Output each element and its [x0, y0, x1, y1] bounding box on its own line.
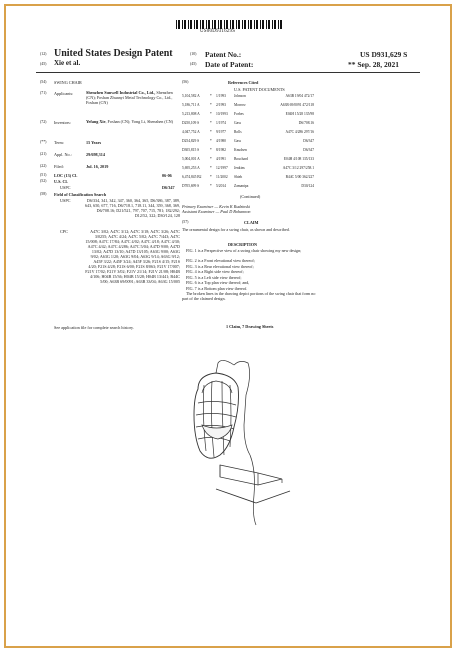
- field-52-value: D6/347: [162, 185, 175, 190]
- reference-date: 10/1993: [216, 112, 228, 116]
- references-code: (56): [182, 80, 189, 84]
- barcode-number: US00D931629S: [200, 29, 236, 34]
- field-52-sub: USPC: [60, 185, 71, 190]
- reference-name: Shieh: [234, 175, 243, 179]
- reference-name: Johnson: [234, 94, 246, 98]
- inventors-rest: , Foshan (CN); Yong Li, Shenzhen (CN): [105, 119, 174, 124]
- description-item: FIG. 1 is a Perspective view of a swing chair showing my new design;: [186, 248, 302, 253]
- description-item: FIG. 3 is a Rear elevational view thereof;: [186, 263, 254, 269]
- reference-star: *: [210, 166, 212, 170]
- reference-no: D705,699 S: [182, 184, 200, 188]
- field-51-value: 06-06: [162, 173, 172, 178]
- reference-date: 4/1991: [216, 157, 226, 161]
- field-term-label: Term:: [54, 140, 64, 145]
- code-12: (12): [40, 52, 47, 56]
- reference-date: 12/1997: [216, 166, 228, 170]
- reference-cls: E04H 4/108 135/133: [283, 157, 314, 161]
- code-45-left: (45): [40, 62, 47, 66]
- reference-date: 11/2002: [216, 175, 228, 179]
- description-item: The broken lines in the drawing depict portions of the swing chair that form no part of the claimed design.: [182, 291, 316, 301]
- description-item: FIG. 6 is a Top plan view thereof; and,: [186, 280, 250, 285]
- claim-code: (57): [182, 220, 189, 224]
- reference-date: 9/1977: [216, 130, 226, 134]
- field-72-label: Inventors:: [54, 120, 71, 125]
- reference-star: *: [210, 112, 212, 116]
- reference-name: Rolls: [234, 130, 242, 134]
- reference-date: 2/1993: [216, 103, 226, 107]
- primary-examiner: Primary Examiner — Kevin K Rudzinski: [182, 204, 251, 209]
- reference-name: Knudsen: [234, 148, 247, 152]
- reference-cls: D30/124: [301, 184, 314, 188]
- reference-star: *: [210, 103, 212, 107]
- field-54-code: (54): [40, 80, 47, 84]
- reference-star: *: [210, 130, 212, 134]
- field-58-label: Field of Classification Search: [54, 192, 107, 197]
- field-22-label: Filed:: [54, 164, 64, 169]
- field-term-code: (**): [40, 140, 47, 144]
- field-52-code: (52): [40, 179, 47, 183]
- field-72-value: [86, 120, 180, 125]
- uspc-text: D6/334, 341, 342, 347, 360, 364, 365, D6/386, 387, 389, 643, 650, 677, 716, D6/718.1, 718.11, 344, 359, 368, 369, D6/708.16; D21/521, 797, 707, 715, 781; 182/292; D12/52, 322; D30/124, 128: [84, 198, 180, 218]
- continued-note: (Continued): [240, 194, 261, 199]
- swing-chair-drawing: [160, 355, 300, 530]
- field-72-code: (72): [40, 120, 47, 124]
- header-rule: [36, 72, 420, 73]
- reference-star: *: [210, 121, 212, 125]
- patent-no-label: Patent No.:: [205, 50, 242, 59]
- description-title: DESCRIPTION: [228, 242, 258, 247]
- field-51-label: LOC (13) Cl.: [54, 173, 78, 178]
- claims-drawings-count: 1 Claim, 7 Drawing Sheets: [226, 324, 274, 329]
- reference-star: *: [210, 175, 212, 179]
- reference-name: Morrow: [234, 103, 246, 107]
- reference-star: *: [210, 139, 212, 143]
- description-item: FIG. 2 is a Front elevational view thereof;: [186, 258, 255, 263]
- field-51-code: (51): [40, 173, 47, 177]
- field-22-code: (22): [40, 164, 47, 168]
- reference-no: 5,004,001 A: [182, 157, 200, 161]
- field-21-value: 29/698,314: [86, 152, 105, 157]
- reference-cls: B44C 5/00 362/227: [285, 175, 314, 179]
- field-21-code: (21): [40, 152, 47, 156]
- references-title: References Cited: [228, 80, 259, 85]
- reference-date: 1/1974: [216, 121, 226, 125]
- reference-name: Bouchard: [234, 157, 248, 161]
- reference-no: 5,213,808 A: [182, 112, 200, 116]
- reference-star: *: [210, 157, 212, 161]
- code-45: (45): [190, 62, 197, 66]
- reference-date: 4/1980: [216, 139, 226, 143]
- field-54-value: SWING CHAIR: [54, 80, 82, 85]
- description-item: FIG. 4 is a Right side view thereof;: [186, 269, 244, 274]
- patent-no-value: US D931,629 S: [360, 50, 408, 59]
- description-item: FIG. 5 is a Left side view thereof;: [186, 274, 242, 280]
- reference-name: Gass: [234, 121, 241, 125]
- cpc-label: CPC: [60, 229, 68, 234]
- field-22-value: Jul. 16, 2019: [86, 164, 109, 169]
- reference-no: D250,109 S: [182, 121, 200, 125]
- applicant-name: Shenzhen Sunwell Industrial Co., Ltd.,: [86, 90, 157, 95]
- reference-cls: D6/347: [303, 139, 314, 143]
- reference-no: 6,474,845 B2: [182, 175, 202, 179]
- assistant-examiner: Assistant Examiner — Paul D Bohannon: [182, 209, 251, 214]
- reference-cls: A47C 4/286 297/16: [285, 130, 314, 134]
- reference-name: Gass: [234, 139, 241, 143]
- applicant-rest: Shenzhen (CN); Foshan Zhuanyi Metal Technology Co., Ltd., Foshan (CN): [86, 90, 173, 105]
- field-58-code: (58): [40, 192, 47, 196]
- reference-cls: E04H 15/28 135/98: [285, 112, 314, 116]
- reference-no: D254,829 S: [182, 139, 200, 143]
- reference-no: 5,695,253 A: [182, 166, 200, 170]
- cpc-text: A47C 3/02; A47C 3/12; A47C 3/18; A47C 3/26; A47C 3/0255; A47C 4/24; A47C 5/02; A47C 7/443; A47C 15/008; A47C 17/84; A47C 4/02; A47C 4/18; A47C 4/30; A47C 4/42; A47C 4/286; A47C 5/04; A47D 9/00; A47D 13/02; A47D 13/10; A47D 13/105; A63G 9/00; A63G 9/02; A63G 1/20; A63G 9/04; A63G 9/14; A63G 9/12; A45F 3/22; A45F 3/24; A45F 3/26; F21S 4/15; F21S 4/20; F21S 4/28; F21S 6/00; F21S 8/063; F21V 17/007; F21V 17/02; F21V 3/02; F21V 21/14; F21V 21/08; H04B 4/106; H04B 15/36; H04B 15/28; H04B 13/441; B44C 5/00; A63B 69/0091; A63B 33/04; A63G 15/005: [85, 229, 180, 284]
- date-label: Date of Patent:: [205, 60, 254, 69]
- reference-no: 5,104,582 A: [182, 94, 200, 98]
- claim-title: CLAIM: [244, 220, 259, 225]
- field-21-label: Appl. No.:: [54, 152, 72, 157]
- field-52-label: U.S. Cl.: [54, 179, 68, 184]
- reference-star: *: [210, 148, 212, 152]
- field-71-code: (71): [40, 91, 47, 95]
- reference-date: 1/1993: [216, 94, 226, 98]
- reference-cls: A63B 69/0091 472/118: [280, 103, 314, 107]
- reference-name: Jenkins: [234, 166, 245, 170]
- references-subtitle: U.S. PATENT DOCUMENTS: [234, 87, 285, 92]
- reference-star: *: [210, 94, 212, 98]
- field-71-value: [86, 91, 180, 106]
- reference-cls: A47C 3/12 297/258.1: [282, 166, 314, 170]
- barcode-graphic: [176, 20, 284, 29]
- date-value: ** Sep. 28, 2021: [348, 60, 400, 69]
- reference-no: D305,815 S: [182, 148, 200, 152]
- reference-no: 4,047,752 A: [182, 130, 200, 134]
- claim-text: The ornamental design for a swing chair, as shown and described.: [182, 227, 290, 232]
- search-history-note: See application file for complete search history.: [54, 325, 134, 330]
- reference-no: 5,186,711 A: [182, 103, 200, 107]
- document-title: United States Design Patent: [54, 48, 173, 59]
- reference-cls: D6/708.16: [298, 121, 314, 125]
- reference-date: 5/2014: [216, 184, 226, 188]
- reference-name: Zamanipa: [234, 184, 249, 188]
- reference-cls: A63B 19/04 472/17: [285, 94, 314, 98]
- inventor-short: Xie et al.: [54, 59, 81, 67]
- field-term-value: 15 Years: [86, 140, 102, 145]
- reference-star: *: [210, 184, 212, 188]
- reference-name: Forbes: [234, 112, 244, 116]
- field-71-label: Applicants:: [54, 91, 74, 96]
- uspc-label: USPC: [60, 198, 71, 203]
- description-item: FIG. 7 is a Bottom plan view thereof.: [186, 285, 248, 291]
- inventors-bold: Yefang Xie: [86, 119, 106, 124]
- reference-cls: D6/347: [303, 148, 314, 152]
- reference-date: 8/1982: [216, 148, 226, 152]
- code-10: (10): [190, 52, 197, 56]
